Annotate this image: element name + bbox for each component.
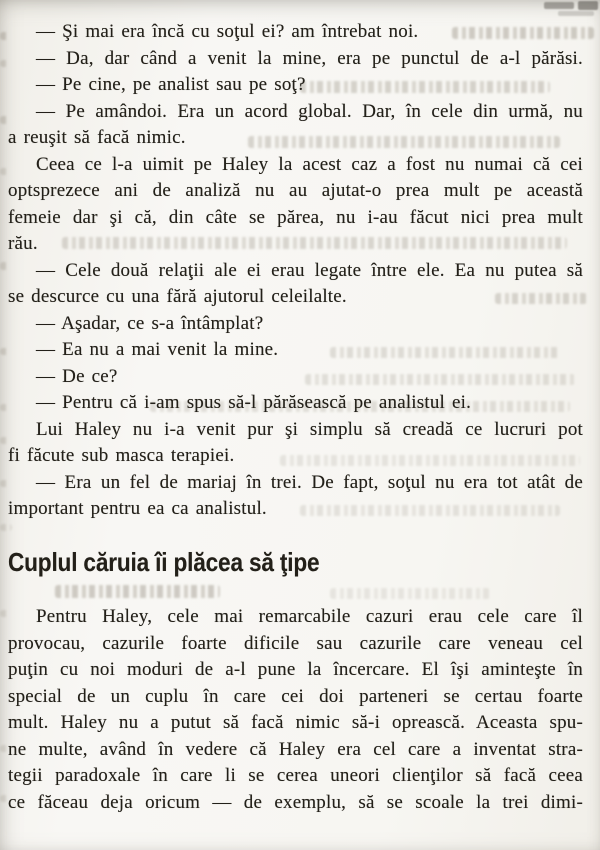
text-line: — Era un fel de mariaj în trei. De fapt, soţul nu era tot atât de — [36, 471, 583, 493]
bleedthrough-smudge — [578, 1, 598, 10]
text-line: — Pe amândoi. Era un acord global. Dar, în cele din urmă, nu — [36, 100, 583, 122]
text-line: mult. Haley nu a putut să facă nimic să-i oprească. Aceasta spu- — [8, 712, 583, 733]
text-line: special de un cuplu în care cei doi parteneri se certau foarte — [8, 685, 583, 707]
text-line: — Cele două relaţii ale ei erau legate între ele. Ea nu putea să — [36, 259, 583, 281]
page-text — [8, 19, 583, 816]
text-line: — Aşadar, ce s-a întâmplat? — [36, 312, 264, 334]
section-heading-text: Cuplul căruia îi plăcea să ţipe — [8, 546, 320, 577]
text-line: puţin cu noi moduri de a-l pune la încercare. El îşi aminteşte în — [8, 659, 583, 680]
paragraph-block-bottom — [8, 604, 583, 816]
text-line: provocau, cazurile foarte dificile sau cazurile care veneau cel — [8, 632, 583, 654]
text-line: — Ea nu a mai venit la mine. — [36, 339, 279, 360]
text-line: important pentru ea ca analistul. — [8, 498, 267, 519]
text-line: optsprezece ani de analiză nu au ajutat-o prea mult pe această — [8, 180, 583, 201]
text-line: fi făcute sub masca terapiei. — [8, 445, 235, 466]
text-line: — De ce? — [36, 365, 118, 387]
text-line: Ceea ce l-a uimit pe Haley la acest caz a fost nu numai că cei — [36, 153, 583, 175]
text-line: tegii paradoxale în care li se cerea uneori clienţilor să facă ceea — [8, 765, 583, 786]
bleedthrough-smudge — [544, 2, 574, 9]
bleedthrough-smudge — [0, 168, 8, 175]
bleedthrough-smudge — [0, 262, 8, 270]
paragraph-block-top — [8, 19, 583, 523]
text-line: femeie dar şi că, din câte se părea, nu i-au făcut nici prea mult — [8, 206, 583, 228]
text-line: — Pe cine, pe analist sau pe soţ? — [36, 74, 306, 95]
bleedthrough-smudge — [0, 404, 8, 411]
text-line: ne multe, având în vedere că Haley era cel care a inventat stra- — [8, 738, 583, 760]
text-line: ce făceau deja oricum — de exemplu, să se scoale la trei dimi- — [8, 791, 583, 813]
text-line: a reuşit să facă nimic. — [8, 127, 186, 148]
text-line: — Da, dar când a venit la mine, era pe punctul de a-l părăsi. — [36, 47, 583, 69]
text-line: se descurce cu una fără ajutorul celeilalte. — [8, 286, 347, 307]
text-line: Lui Haley nu i-a venit pur şi simplu să creadă ce lucruri pot — [36, 418, 583, 440]
text-line: — Şi mai era încă cu soţul ei? am întrebat noi. — [36, 21, 419, 42]
section-heading — [8, 546, 583, 577]
bleedthrough-smudge — [558, 11, 594, 16]
text-line: rău. — [8, 233, 38, 254]
bleedthrough-smudge — [0, 60, 8, 67]
text-line: Pentru Haley, cele mai remarcabile cazuri erau cele care îl — [36, 606, 583, 627]
text-line: — Pentru că i-am spus să-l părăsească pe analistul ei. — [36, 392, 472, 413]
